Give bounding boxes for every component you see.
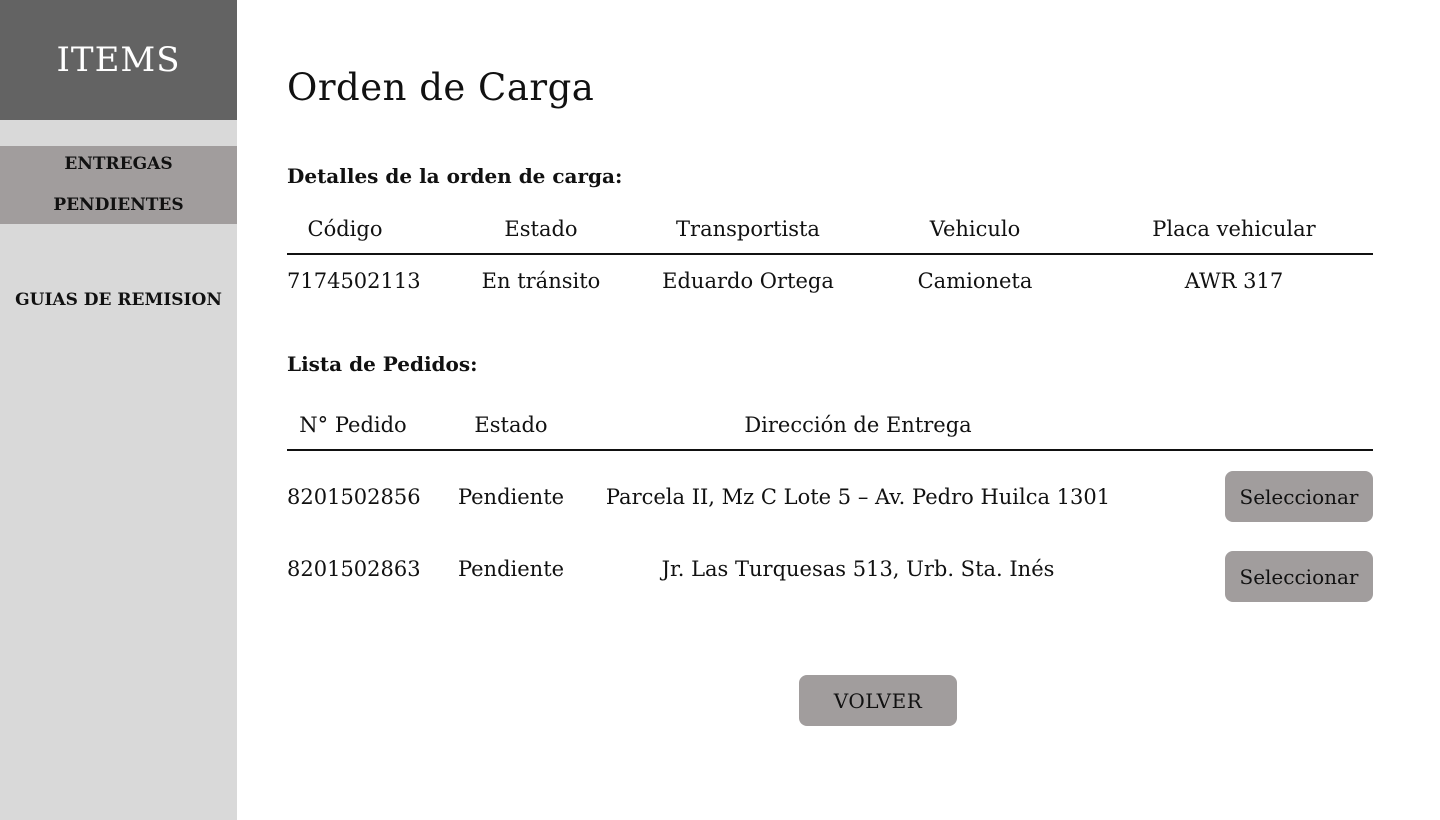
sidebar-item-entregas-pendientes[interactable] — [0, 146, 237, 224]
details-section-title: Detalles de la orden de carga: — [287, 164, 623, 188]
order-pedido: 8201502856 — [287, 485, 421, 509]
details-data-row — [287, 261, 1373, 301]
sidebar-item-label: ENTREGAS PENDIENTES — [53, 154, 184, 215]
orders-header-estado: Estado — [474, 413, 548, 437]
sidebar-item-guias-de-remision[interactable] — [0, 280, 237, 320]
details-codigo-value: 7174502113 — [287, 269, 421, 293]
details-header-divider — [287, 253, 1373, 255]
details-header-vehiculo: Vehiculo — [929, 217, 1021, 241]
select-order-button[interactable]: Seleccionar — [1225, 551, 1373, 602]
orders-header-direccion: Dirección de Entrega — [744, 413, 972, 437]
details-transportista-value: Eduardo Ortega — [662, 269, 834, 293]
details-header-estado: Estado — [504, 217, 578, 241]
orders-header-row — [287, 405, 1373, 445]
order-direccion: Parcela II, Mz C Lote 5 – Av. Pedro Huilca 1301 — [605, 485, 1111, 509]
orders-header-pedido: N° Pedido — [299, 413, 407, 437]
details-placa-value: AWR 317 — [1184, 269, 1284, 293]
order-estado: Pendiente — [457, 485, 565, 509]
orders-header-divider — [287, 449, 1373, 451]
sidebar — [0, 0, 237, 820]
details-header-codigo: Código — [307, 217, 383, 241]
table-row — [287, 549, 1373, 600]
brand-title: ITEMS — [56, 40, 181, 80]
page-title: Orden de Carga — [287, 66, 595, 109]
back-button[interactable]: VOLVER — [799, 675, 957, 726]
brand-header — [0, 0, 237, 120]
details-estado-value: En tránsito — [481, 269, 601, 293]
details-header-placa: Placa vehicular — [1152, 217, 1316, 241]
order-pedido: 8201502863 — [287, 557, 421, 581]
details-header-row — [287, 209, 1373, 249]
order-direccion: Jr. Las Turquesas 513, Urb. Sta. Inés — [661, 557, 1055, 581]
table-row — [287, 477, 1373, 528]
sidebar-item-label: GUIAS DE REMISION — [15, 289, 222, 310]
orders-section-title: Lista de Pedidos: — [287, 352, 478, 376]
details-vehiculo-value: Camioneta — [917, 269, 1033, 293]
select-order-button[interactable]: Seleccionar — [1225, 471, 1373, 522]
details-header-transportista: Transportista — [676, 217, 820, 241]
order-estado: Pendiente — [457, 557, 565, 581]
